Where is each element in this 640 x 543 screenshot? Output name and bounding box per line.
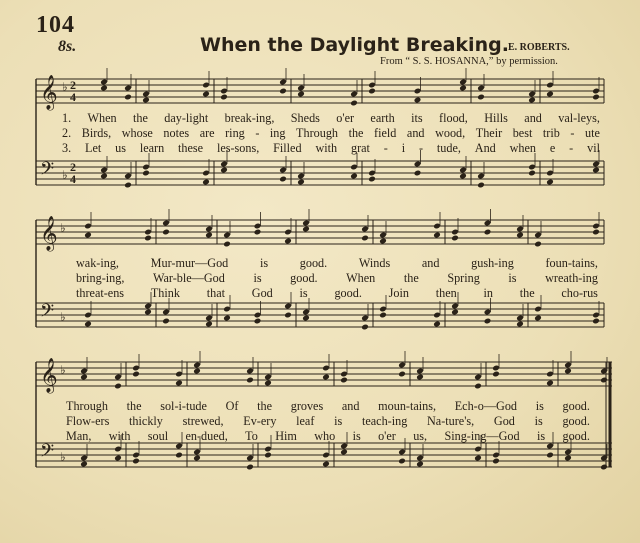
note-head xyxy=(451,309,459,316)
note-head xyxy=(223,315,231,322)
note-head xyxy=(477,94,485,101)
note-head xyxy=(528,97,536,104)
note-head xyxy=(264,452,272,459)
note-head xyxy=(162,229,170,236)
note-head xyxy=(220,94,228,101)
note-head xyxy=(564,368,572,375)
note-head xyxy=(433,321,441,328)
note-head xyxy=(142,170,150,177)
note-head xyxy=(144,309,152,316)
note-head xyxy=(193,455,201,462)
note-head xyxy=(124,94,132,101)
note-head xyxy=(459,173,467,180)
note-head xyxy=(246,377,254,384)
meter-label: 8s. xyxy=(58,38,77,55)
note-head xyxy=(297,179,305,186)
lyric-line: Through the sol-i-tude Of the groves and moun-tains, Ech-o—God is good. xyxy=(66,399,590,413)
note-head xyxy=(416,374,424,381)
note-head xyxy=(600,464,608,471)
note-head xyxy=(340,449,348,456)
note-head xyxy=(398,458,406,465)
page-number: 104 xyxy=(36,12,75,38)
note-head xyxy=(302,315,310,322)
note-head xyxy=(284,312,292,319)
note-head xyxy=(202,179,210,186)
treble-clef-icon: 𝄞 xyxy=(40,75,58,110)
note-head xyxy=(546,179,554,186)
source-credit: From “ S. S. HOSANNA,” by permission. xyxy=(380,56,558,67)
note-head xyxy=(546,452,554,459)
note-head xyxy=(279,88,287,95)
note-head xyxy=(124,182,132,189)
note-head xyxy=(205,321,213,328)
time-signature: 4 xyxy=(70,90,76,104)
flat-sign-icon: ♭ xyxy=(60,450,66,464)
note-head xyxy=(100,85,108,92)
time-signature: 2 xyxy=(70,78,76,92)
lyric-line: Flow-ers thickly strewed, Ev-ery leaf is teach-ing Na-ture's, God is good. xyxy=(66,414,590,428)
bass-clef-icon: 𝄢 xyxy=(40,441,55,466)
note-head xyxy=(368,176,376,183)
flat-sign-icon: ♭ xyxy=(60,363,66,377)
flat-sign-icon: ♭ xyxy=(62,80,68,94)
note-head xyxy=(84,321,92,328)
note-head xyxy=(175,380,183,387)
note-head xyxy=(80,374,88,381)
note-head xyxy=(379,312,387,319)
note-head xyxy=(459,85,467,92)
note-head xyxy=(592,229,600,236)
note-head xyxy=(322,374,330,381)
note-head xyxy=(193,368,201,375)
note-head xyxy=(516,232,524,239)
note-head xyxy=(416,461,424,468)
note-head xyxy=(279,176,287,183)
note-head xyxy=(592,318,600,325)
note-head xyxy=(205,232,213,239)
note-head xyxy=(474,455,482,462)
note-head xyxy=(246,464,254,471)
note-head xyxy=(564,455,572,462)
note-head xyxy=(534,315,542,322)
note-head xyxy=(534,241,542,248)
note-head xyxy=(474,383,482,390)
note-head xyxy=(368,88,376,95)
lyric-line: 3. Let us learn these les-sons, Filled with grat - i - tude, And when e - vil xyxy=(62,141,600,155)
note-head xyxy=(350,173,358,180)
note-head xyxy=(202,91,210,98)
note-head xyxy=(284,238,292,245)
note-head xyxy=(484,318,492,325)
lyric-line: 1. When the day-light break-ing, Sheds o'er earth its flood, Hills and val-leys, xyxy=(62,111,600,125)
note-head xyxy=(100,173,108,180)
note-head xyxy=(528,170,536,177)
note-head xyxy=(592,94,600,101)
note-head xyxy=(546,380,554,387)
note-head xyxy=(254,318,262,325)
note-head xyxy=(254,229,262,236)
note-head xyxy=(592,167,600,174)
note-head xyxy=(600,377,608,384)
note-head xyxy=(132,371,140,378)
lyric-line: bring-ing, War-ble—God is good. When the Spring is wreath-ing xyxy=(76,271,598,285)
note-head xyxy=(398,371,406,378)
lyric-line: threat-ens Think that God is good. Join then in the cho-rus xyxy=(76,286,598,300)
flat-sign-icon: ♭ xyxy=(60,310,66,324)
note-head xyxy=(297,91,305,98)
note-head xyxy=(322,461,330,468)
note-head xyxy=(414,170,422,177)
note-head xyxy=(492,371,500,378)
note-head xyxy=(144,235,152,242)
note-head xyxy=(492,458,500,465)
composer-credit: E. ROBERTS. xyxy=(508,42,570,53)
flat-sign-icon: ♭ xyxy=(62,168,68,182)
note-head xyxy=(516,321,524,328)
note-head xyxy=(484,229,492,236)
note-head xyxy=(414,97,422,104)
note-head xyxy=(546,91,554,98)
flat-sign-icon: ♭ xyxy=(60,221,66,235)
note-head xyxy=(84,232,92,239)
note-head xyxy=(477,182,485,189)
bass-clef-icon: 𝄢 xyxy=(40,301,55,326)
note-head xyxy=(132,458,140,465)
note-head xyxy=(433,232,441,239)
note-head xyxy=(379,238,387,245)
note-head xyxy=(350,100,358,107)
note-head xyxy=(80,461,88,468)
note-head xyxy=(223,241,231,248)
note-head xyxy=(175,452,183,459)
note-head xyxy=(302,226,310,233)
hymn-title: When the Daylight Breaking. xyxy=(200,34,509,56)
note-head xyxy=(451,235,459,242)
note-head xyxy=(114,455,122,462)
lyric-line: wak-ing, Mur-mur—God is good. Winds and gush-ing foun-tains, xyxy=(76,256,598,270)
time-signature: 2 xyxy=(70,160,76,174)
lyric-line: Man, with soul en-dued, To Him who is o'er us, Sing-ing—God is good. xyxy=(66,429,590,443)
note-head xyxy=(142,97,150,104)
note-head xyxy=(162,318,170,325)
lyric-line: 2. Birds, whose notes are ring - ing Through the field and wood, Their best trib - ute xyxy=(62,126,600,140)
note-head xyxy=(220,167,228,174)
note-head xyxy=(361,324,369,331)
bass-clef-icon: 𝄢 xyxy=(40,159,55,184)
note-head xyxy=(264,380,272,387)
note-head xyxy=(340,377,348,384)
treble-clef-icon: 𝄞 xyxy=(40,358,58,393)
note-head xyxy=(361,235,369,242)
treble-clef-icon: 𝄞 xyxy=(40,216,58,251)
time-signature: 4 xyxy=(70,172,76,186)
note-head xyxy=(114,383,122,390)
